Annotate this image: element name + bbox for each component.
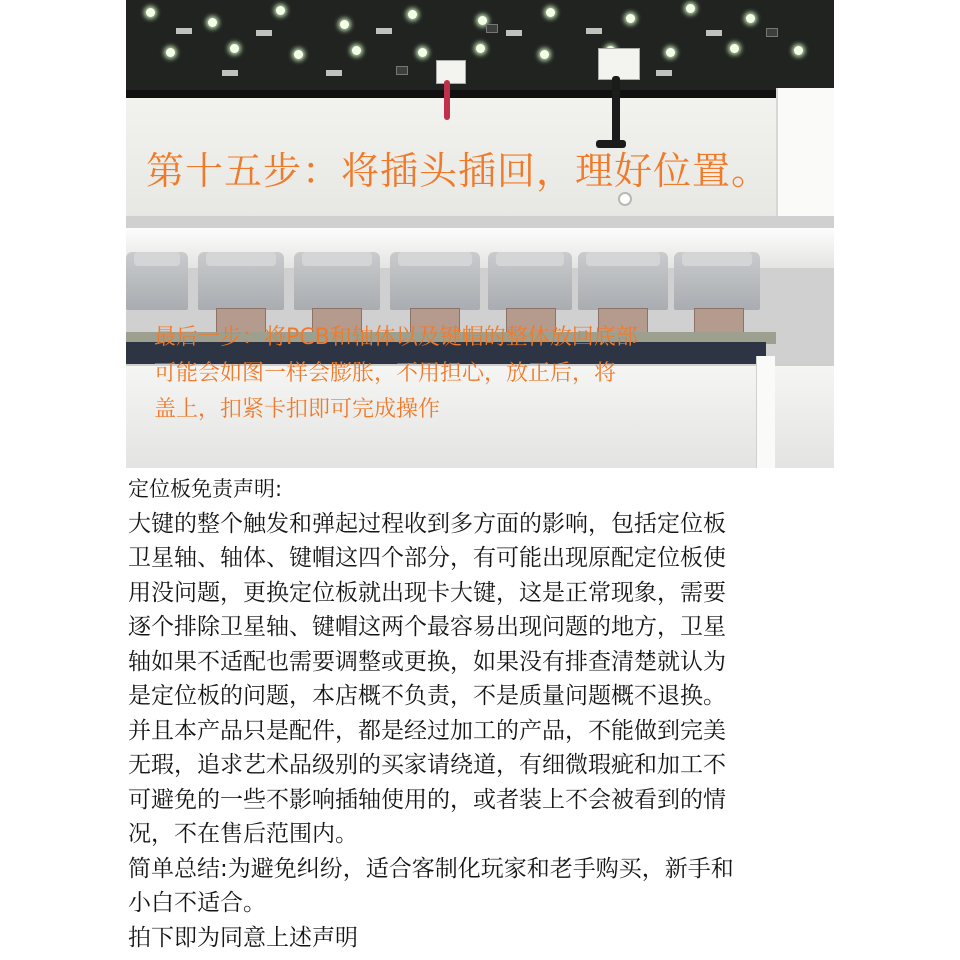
keycap [578, 252, 668, 310]
keycap [674, 252, 760, 310]
final-step-caption [154, 320, 638, 428]
disclaimer-section [128, 472, 828, 955]
solder-pad [176, 28, 192, 34]
disclaimer-line: 况，不在售后范围内。 [128, 821, 358, 847]
black-cable [612, 76, 620, 146]
disclaimer-line: 可避免的一些不影响插轴使用的，或者装上不会被看到的情 [128, 786, 726, 813]
disclaimer-line: 无瑕，追求艺术品级别的买家请绕道，有细微瑕疵和加工不 [128, 752, 726, 778]
keycap [390, 252, 480, 310]
disclaimer-line: 大键的整个触发和弹起过程收到多方面的影响，包括定位板 [128, 510, 726, 537]
final-step-line: 可能会如图一样会膨胀，不用担心，放正后，将 [154, 361, 617, 386]
solder-pad [222, 70, 238, 76]
led-light [294, 50, 303, 59]
led-light [408, 10, 417, 19]
disclaimer-line: 卫星轴、轴体、键帽这四个部分，有可能出现原配定位板使 [128, 545, 726, 571]
led-light [540, 50, 549, 59]
keycap [488, 252, 572, 310]
smd-component [396, 66, 408, 75]
cable-connector-right [598, 48, 640, 80]
led-light [746, 14, 755, 23]
keyboard-pcb [126, 0, 834, 90]
solder-pad [326, 70, 342, 76]
disclaimer-line: 是定位板的问题，本店概不负责，不是质量问题概不退换。 [128, 683, 726, 709]
case-rim [776, 88, 834, 216]
led-light [666, 48, 675, 57]
disclaimer-title: 定位板免责声明: [128, 477, 283, 501]
disclaimer-line: 逐个排除卫星轴、键帽这两个最容易出现问题的地方，卫星 [128, 614, 726, 640]
summary-line: 简单总结:为避免纠纷，适合客制化玩家和老手购买，新手和 [128, 855, 734, 882]
led-light [626, 14, 635, 23]
led-light [352, 46, 361, 55]
led-light [686, 4, 695, 13]
led-light [730, 44, 739, 53]
summary-line: 小白不适合。 [128, 890, 266, 916]
keycap [126, 252, 188, 310]
solder-pad [256, 30, 272, 36]
solder-pad [506, 30, 522, 36]
cable-connector-left [436, 60, 466, 84]
led-light [166, 48, 175, 57]
led-light [476, 44, 485, 53]
led-light [146, 8, 155, 17]
case-lip [756, 356, 775, 468]
final-step-line: 最后一步：将PCB和轴体以及键帽的整体放回底部 [154, 325, 638, 350]
led-light [230, 44, 239, 53]
led-light [794, 46, 803, 55]
disclaimer-line: 并且本产品只是配件，都是经过加工的产品，不能做到完美 [128, 717, 726, 744]
keycap [198, 252, 284, 310]
red-wire [444, 80, 450, 120]
step-15-caption: 第十五步：将插头插回，理好位置。 [146, 149, 771, 193]
led-light [418, 48, 427, 57]
assembly-photo-final-step [126, 216, 834, 468]
disclaimer-line: 轴如果不适配也需要调整或更换，如果没有排查清楚就认为 [128, 648, 726, 675]
disclaimer-line: 用没问题，更换定位板就出现卡大键，这是正常现象，需要 [128, 579, 726, 606]
led-light [208, 18, 217, 27]
solder-pad [706, 30, 722, 36]
final-step-line: 盖上，扣紧卡扣即可完成操作 [154, 397, 441, 422]
led-light [340, 20, 349, 29]
agreement-footer: 拍下即为同意上述声明 [128, 924, 358, 951]
solder-pad [376, 28, 392, 34]
keycap [294, 252, 380, 310]
led-light [546, 8, 555, 17]
assembly-photo-step-15 [126, 0, 834, 216]
solder-pad [656, 70, 672, 76]
smd-component [766, 28, 778, 37]
led-light [276, 6, 285, 15]
smd-component [486, 24, 498, 33]
pcb-edge [126, 90, 776, 98]
solder-pad [586, 28, 602, 34]
